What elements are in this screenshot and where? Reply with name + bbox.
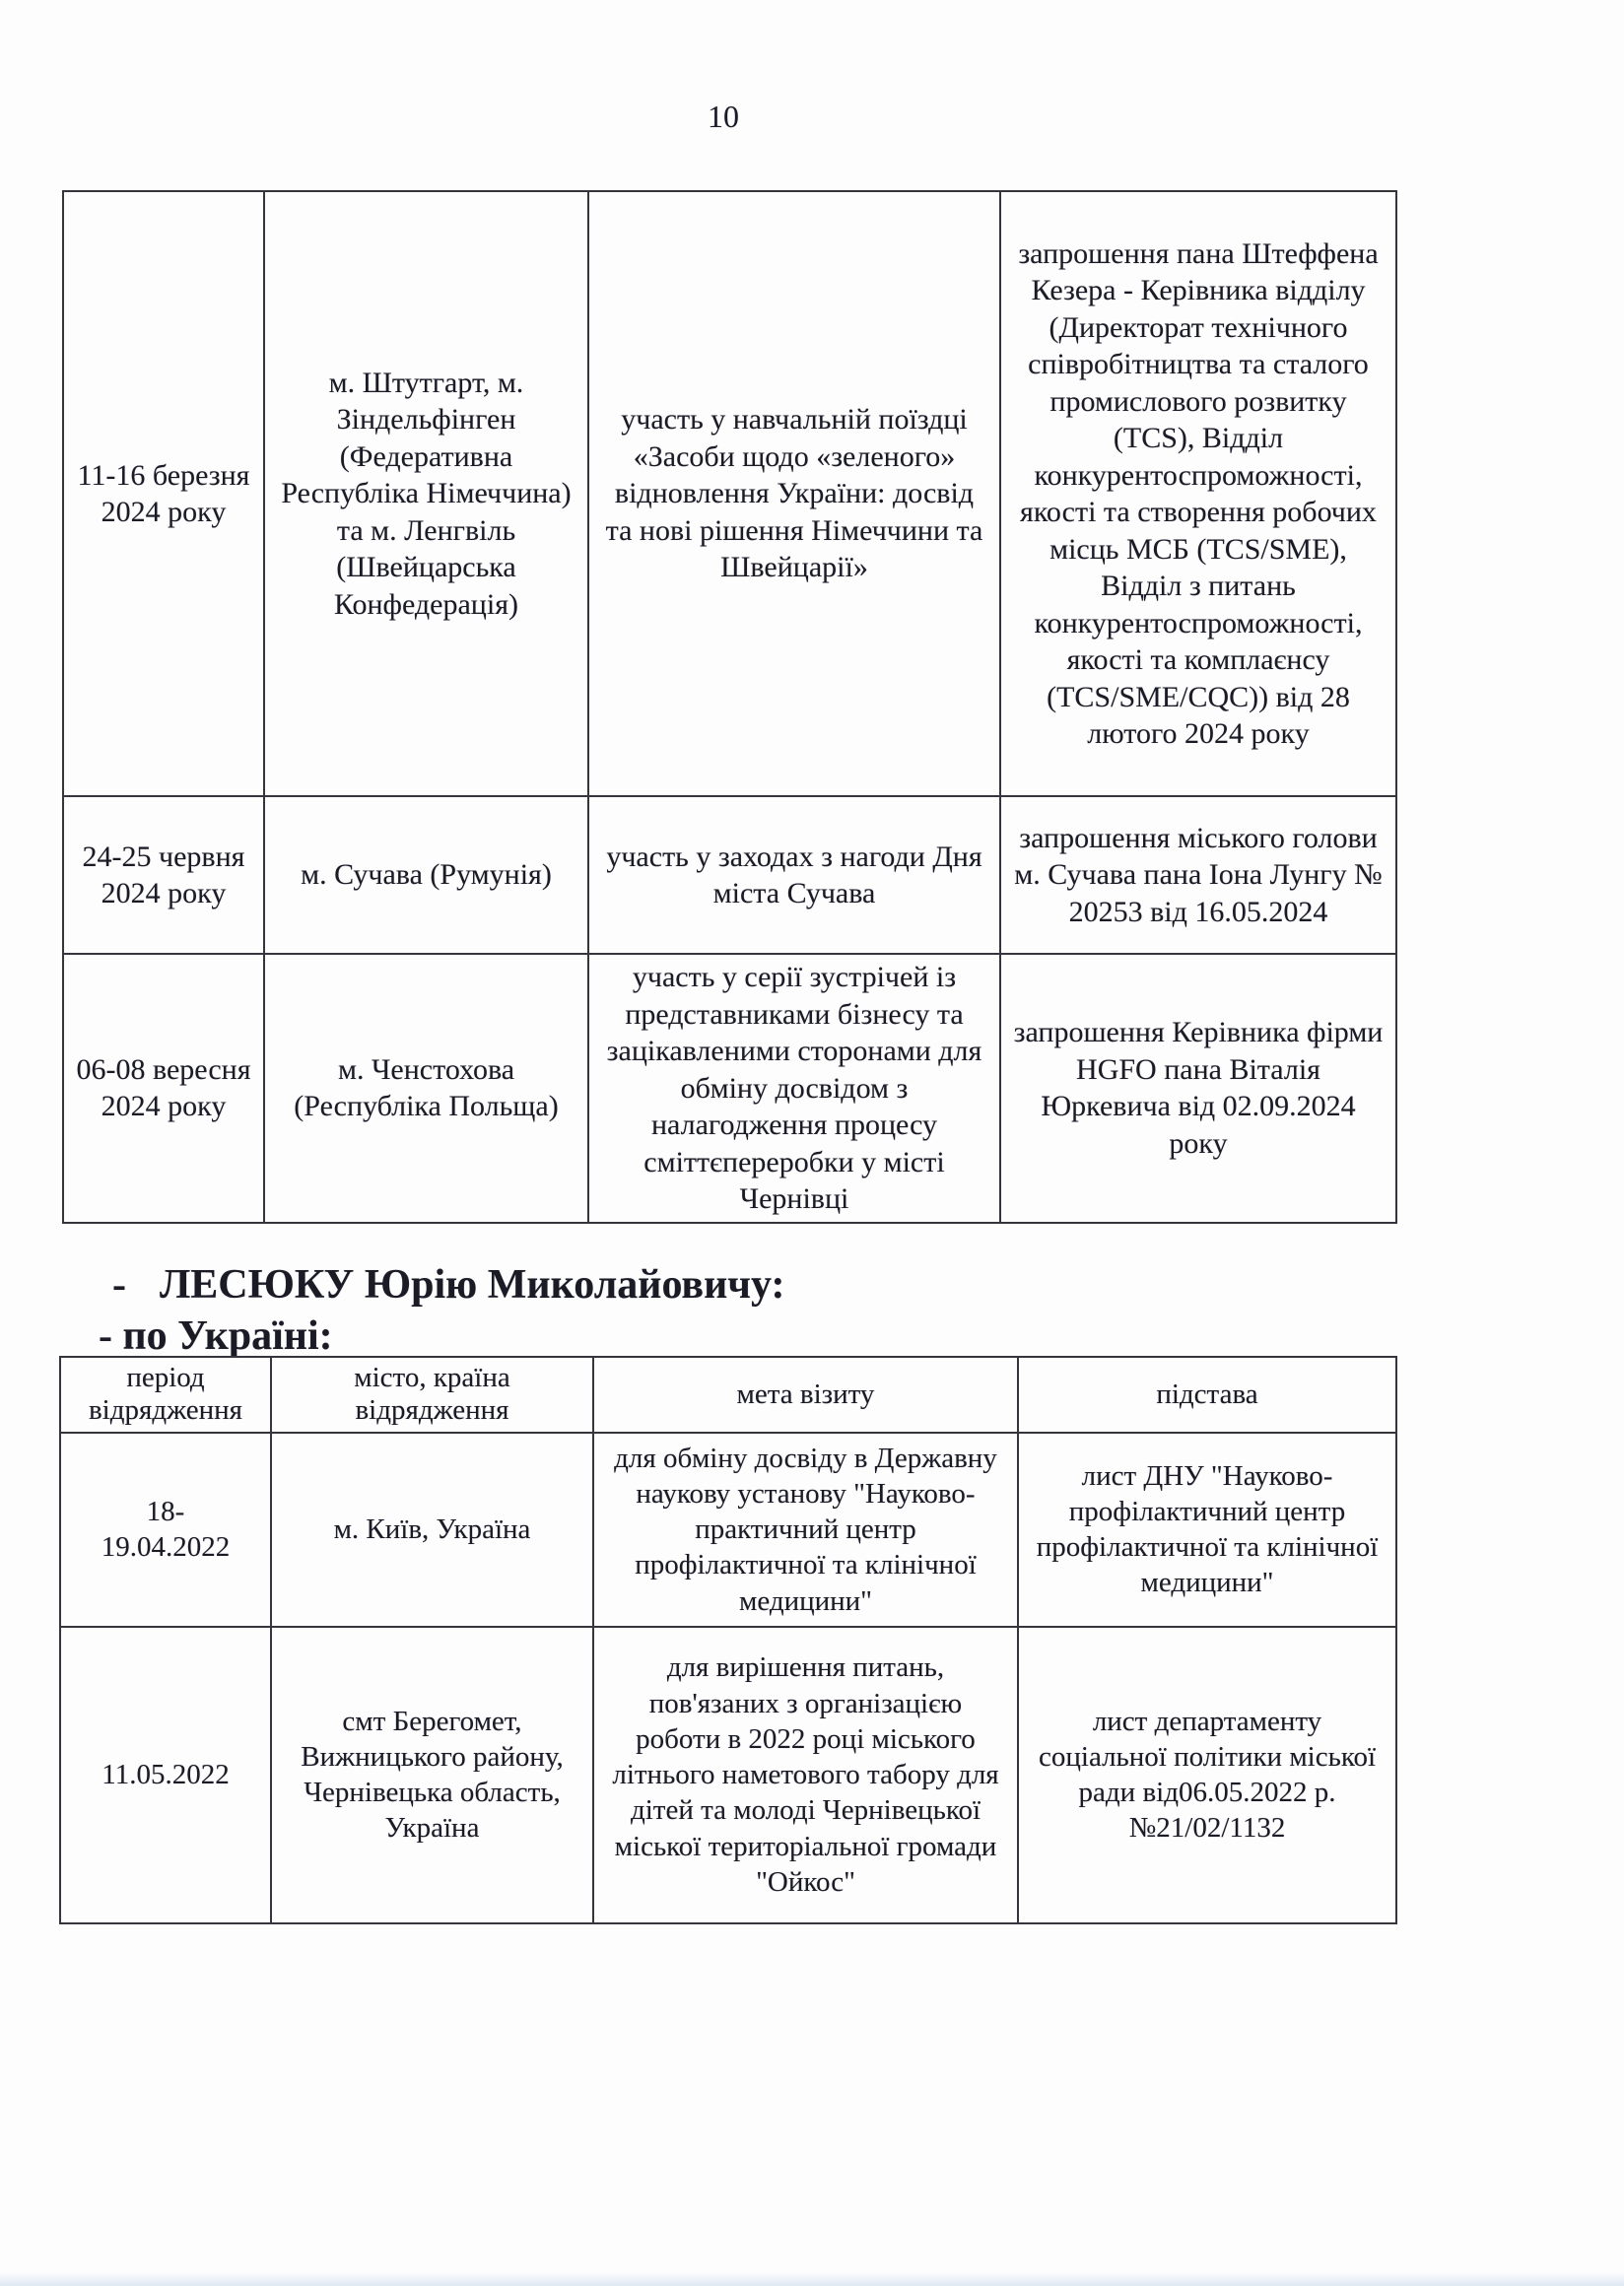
place-cell: м. Ченстохова (Республіка Польща)	[264, 954, 588, 1223]
period-cell: 24-25 червня 2024 року	[63, 796, 264, 954]
period-header: період відрядження	[60, 1357, 271, 1433]
purpose-cell: для вирішення питань, пов'язаних з організацією роботи в 2022 році міського літнього наметового табору для дітей та молоді Чернівецької міської територіальної громади "Ойкос"	[593, 1627, 1018, 1923]
period-cell: 11.05.2022	[60, 1627, 271, 1923]
place-cell: м. Сучава (Румунія)	[264, 796, 588, 954]
period-cell: 06-08 вересня 2024 року	[63, 954, 264, 1223]
basis-cell: запрошення Керівника фірми HGFO пана Віталія Юркевича від 02.09.2024 року	[1000, 954, 1396, 1223]
foreign-trips-table	[62, 190, 1397, 1224]
purpose-cell: для обміну досвіду в Державну наукову установу "Науково-практичний центр профілактичної та клінічної медицини"	[593, 1433, 1018, 1627]
basis-cell: запрошення пана Штеффена Кезера - Керівника відділу (Директорат технічного співробітництва та сталого промислового розвитку (TCS), Відділ конкурентоспроможності, якості та створення робочих місць МСБ (TCS/SME), Відділ з питань конкурентоспроможності, якості та комплаєнсу (TCS/SME/CQC)) від 28 лютого 2024 року	[1000, 191, 1396, 796]
table-row	[60, 1627, 1396, 1923]
person-name-heading: ЛЕСЮКУ Юрію Миколайовичу:	[160, 1262, 785, 1308]
basis-header: підстава	[1018, 1357, 1396, 1433]
table-row	[60, 1433, 1396, 1627]
table-row	[63, 796, 1396, 954]
basis-cell: лист департаменту соціальної політики міської ради від06.05.2022 р. №21/02/1132	[1018, 1627, 1396, 1923]
scanner-edge-artifact	[0, 2272, 1624, 2286]
place-cell: м. Штутгарт, м. Зіндельфінген (Федеративна Республіка Німеччина) та м. Ленгвіль (Швейцарська Конфедерація)	[264, 191, 588, 796]
table-row	[63, 191, 1396, 796]
table-header-row	[60, 1357, 1396, 1433]
purpose-cell: участь у заходах з нагоди Дня міста Сучава	[588, 796, 1000, 954]
place-header: місто, країна відрядження	[271, 1357, 593, 1433]
purpose-cell: участь у навчальній поїздці «Засоби щодо «зеленого» відновлення України: досвід та нові рішення Німеччини та Швейцарії»	[588, 191, 1000, 796]
place-cell: смт Берегомет, Вижницького району, Чернівецька область, Україна	[271, 1627, 593, 1923]
section-heading	[112, 1261, 784, 1309]
ukraine-trips-table	[59, 1356, 1397, 1924]
basis-cell: лист ДНУ "Науково-профілактичний центр профілактичної та клінічної медицини"	[1018, 1433, 1396, 1627]
subsection-heading: - по Україні:	[99, 1313, 333, 1359]
basis-cell: запрошення міського голови м. Сучава пана Іона Лунгу № 20253 від 16.05.2024	[1000, 796, 1396, 954]
period-cell: 11-16 березня 2024 року	[63, 191, 264, 796]
list-dash: -	[112, 1262, 126, 1308]
purpose-header: мета візиту	[593, 1357, 1018, 1433]
period-cell: 18-19.04.2022	[60, 1433, 271, 1627]
page-number: 10	[708, 99, 739, 134]
purpose-cell: участь у серії зустрічей із представниками бізнесу та зацікавленими сторонами для обміну досвідом з налагодження процесу сміттєпереробки у місті Чернівці	[588, 954, 1000, 1223]
table-row	[63, 954, 1396, 1223]
place-cell: м. Київ, Україна	[271, 1433, 593, 1627]
